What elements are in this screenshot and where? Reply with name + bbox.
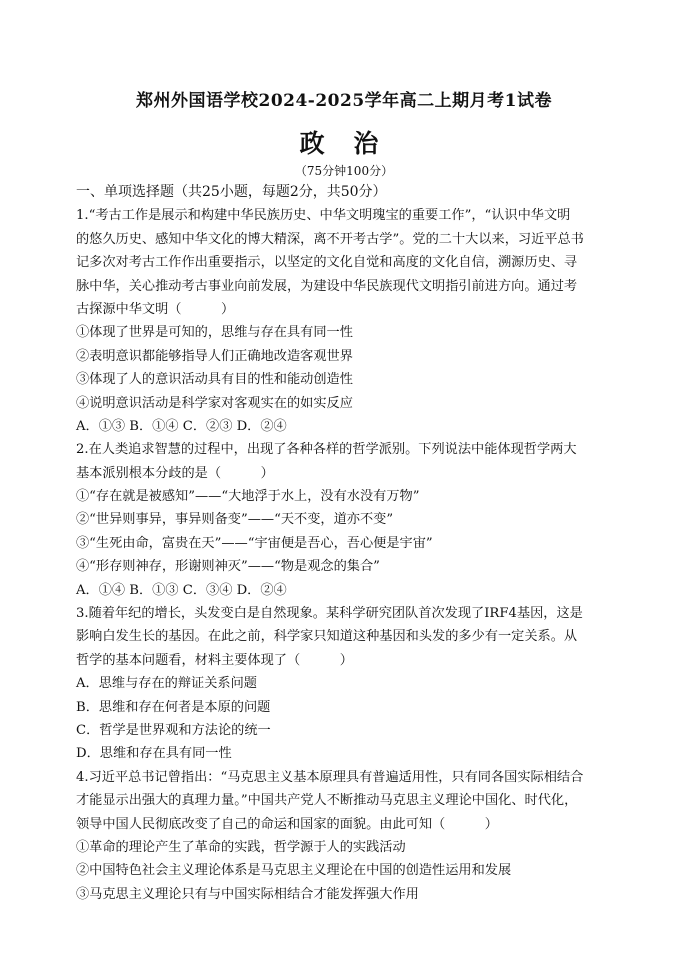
question-stem-line: 3.随着年纪的增长，头发变白是自然现象。某科学研究团队首次发现了IRF4基因，这是 xyxy=(76,606,583,622)
exam-content xyxy=(76,181,616,906)
question-option: ①“存在就是被感知”——“大地浮于水上，没有水没有万物” xyxy=(76,489,420,505)
question-option: ③“生死由命，富贵在天”——“宇宙便是吾心，吾心便是宇宙” xyxy=(76,535,433,551)
question-stem-line: 脉中华，关心推动考古事业向前发展，为建设中华民族现代文明指引前进方向。通过考 xyxy=(76,278,578,294)
question-option: C．哲学是世界观和方法论的统一 xyxy=(76,722,271,738)
question-stem-line: 才能显示出强大的真理力量。”中国共产党人不断推动马克思主义理论中国化、时代化， xyxy=(76,793,578,809)
question-1 xyxy=(76,204,616,438)
question-4 xyxy=(76,766,616,906)
exam-title: 郑州外国语学校2024-2025学年高二上期月考1试卷 xyxy=(135,91,552,111)
question-option: A．思维与存在的辩证关系问题 xyxy=(76,676,257,692)
exam-duration: （75分钟100分） xyxy=(294,164,394,178)
question-option: ④“形存则神存，形谢则神灭”——“物是观念的集合” xyxy=(76,559,380,575)
question-stem-line: 的悠久历史、感知中华文化的博大精深，离不开考古学”。党的二十大以来，习近平总书 xyxy=(76,231,584,247)
question-option: ④说明意识活动是科学家对客观实在的如实反应 xyxy=(76,395,353,411)
question-stem-line: 影响白发生长的基因。在此之前，科学家只知道这种基因和头发的多少有一定关系。从 xyxy=(76,629,578,645)
question-stem-line: 基本派别根本分歧的是（ ） xyxy=(76,465,274,481)
question-stem-line: 4.习近平总书记曾指出：“马克思主义基本原理具有普遍适用性，只有同各国实际相结合 xyxy=(76,769,584,785)
question-stem-line: 古探源中华文明（ ） xyxy=(76,301,235,317)
question-stem-line: 2.在人类追求智慧的过程中，出现了各种各样的哲学派别。下列说法中能体现哲学两大 xyxy=(76,442,577,458)
question-option: B．思维和存在何者是本原的问题 xyxy=(76,699,271,715)
exam-subject: 政 治 xyxy=(299,129,389,158)
question-stem-line: 领导中国人民彻底改变了自己的命运和国家的面貌。由此可知（ ） xyxy=(76,816,498,832)
question-option: ②中国特色社会主义理论体系是马克思主义理论在中国的创造性运用和发展 xyxy=(76,863,512,879)
question-option: ②表明意识都能够指导人们正确地改造客观世界 xyxy=(76,348,353,364)
section-heading: 一、单项选择题（共25小题，每题2分，共50分） xyxy=(76,184,387,200)
question-3 xyxy=(76,602,616,766)
question-stem-line: 记多次对考古工作作出重要指示，以坚定的文化自觉和高度的文化自信，溯源历史、寻 xyxy=(76,255,578,271)
question-choices: A．①④ B．①③ C．③④ D．②④ xyxy=(76,582,287,598)
question-option: ①体现了世界是可知的，思维与存在具有同一性 xyxy=(76,325,353,341)
question-stem-line: 1.“考古工作是展示和构建中华民族历史、中华文明瑰宝的重要工作”，“认识中华文明 xyxy=(76,208,571,224)
question-stem-line: 哲学的基本问题看，材料主要体现了（ ） xyxy=(76,652,353,668)
question-option: D．思维和存在具有同一性 xyxy=(76,746,232,762)
question-choices: A．①③ B．①④ C．②③ D．②④ xyxy=(76,418,287,434)
question-option: ③体现了人的意识活动具有目的性和能动创造性 xyxy=(76,372,353,388)
question-option: ①革命的理论产生了革命的实践，哲学源于人的实践活动 xyxy=(76,839,406,855)
question-option: ③马克思主义理论只有与中国实际相结合才能发挥强大作用 xyxy=(76,886,419,902)
question-2 xyxy=(76,438,616,602)
question-option: ②“世异则事异，事异则备变”——“天不变，道亦不变” xyxy=(76,512,394,528)
